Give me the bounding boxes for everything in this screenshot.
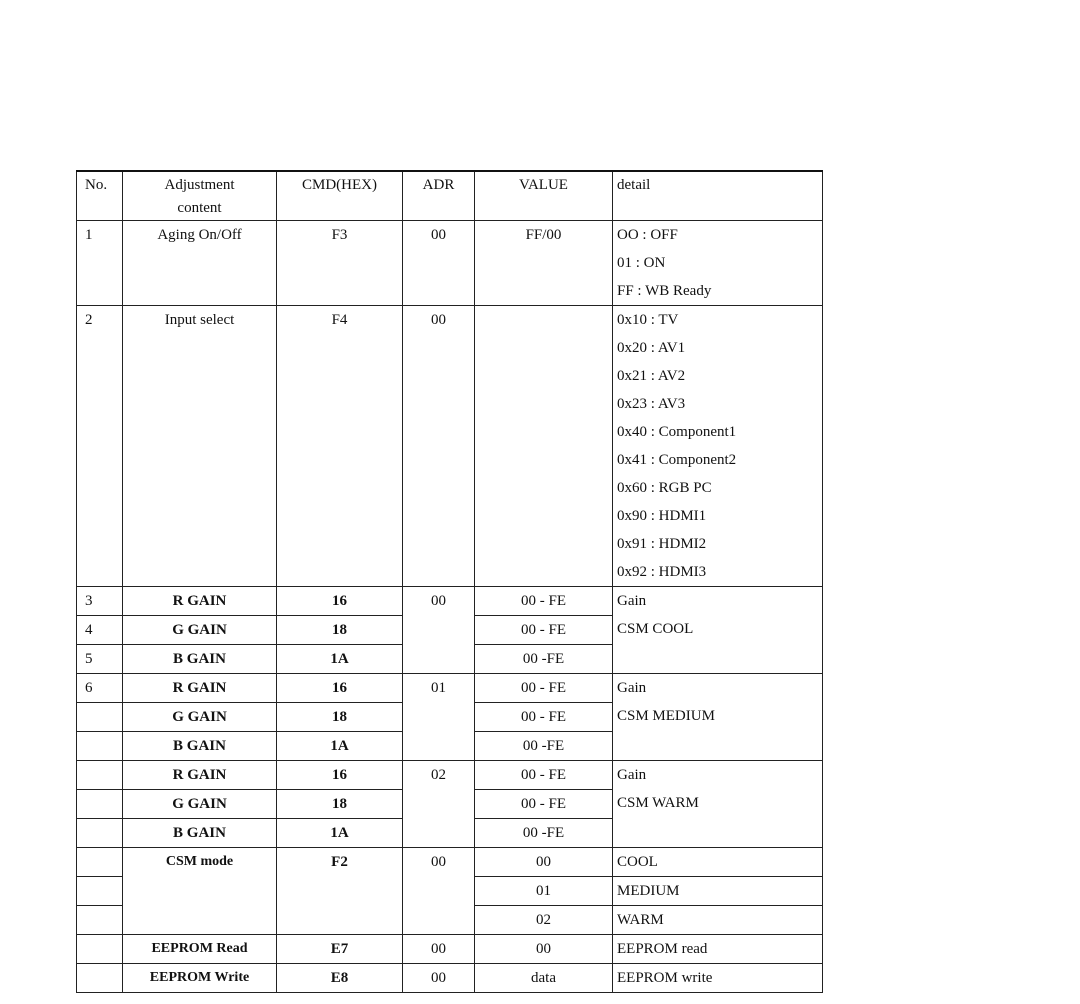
row-content: B GAIN [123,819,277,848]
detail-line: 0x92 : HDMI3 [617,564,707,580]
detail-line: CSM COOL [617,621,694,637]
row-no [77,761,123,790]
row-no [77,877,123,906]
row-no: 2 [77,306,123,587]
row-no [77,935,123,964]
row-no: 1 [77,221,123,306]
row-cmd: 18 [277,790,403,819]
detail-line: 0x91 : HDMI2 [617,536,707,552]
row-content: R GAIN [123,587,277,616]
row-no: 6 [77,674,123,703]
detail-line: CSM WARM [617,795,699,811]
detail-line: 0x21 : AV2 [617,368,686,384]
row-cmd: 18 [277,703,403,732]
row-detail [613,587,823,674]
header-detail: detail [613,171,823,221]
row-detail: MEDIUM [613,877,823,906]
row-cmd: 1A [277,732,403,761]
row-adr: 00 [403,935,475,964]
row-value [475,306,613,587]
row-content: EEPROM Read [123,935,277,964]
header-adr: ADR [403,171,475,221]
row-value: 00 - FE [475,761,613,790]
row-value: 00 - FE [475,587,613,616]
row-no [77,703,123,732]
row-no: 4 [77,616,123,645]
row-no [77,964,123,993]
row-adr: 00 [403,964,475,993]
row-content: R GAIN [123,761,277,790]
detail-line: Gain [617,680,647,696]
row-detail: WARM [613,906,823,935]
detail-line: OO : OFF [617,227,678,243]
row-cmd: 16 [277,674,403,703]
table-row [77,674,823,703]
row-detail [613,306,823,587]
detail-line: 0x41 : Component2 [617,452,737,468]
table-row [77,848,823,877]
row-no [77,848,123,877]
row-content: EEPROM Write [123,964,277,993]
detail-line: 0x10 : TV [617,312,679,328]
row-cmd: 1A [277,645,403,674]
row-value: 00 -FE [475,819,613,848]
row-detail: EEPROM write [613,964,823,993]
row-content: G GAIN [123,703,277,732]
detail-line: 0x20 : AV1 [617,340,686,356]
row-content: G GAIN [123,790,277,819]
table-row [77,964,823,993]
table-row [77,935,823,964]
row-detail [613,221,823,306]
row-cmd: E8 [277,964,403,993]
row-content: G GAIN [123,616,277,645]
row-cmd: 16 [277,761,403,790]
header-adjustment-line2: content [177,200,222,216]
row-value: 00 - FE [475,790,613,819]
row-detail: COOL [613,848,823,877]
header-adjustment-line1: Adjustment [164,177,235,193]
row-value: 00 - FE [475,674,613,703]
header-value: VALUE [475,171,613,221]
row-content: Input select [123,306,277,587]
row-adr: 02 [403,761,475,848]
detail-line: 0x60 : RGB PC [617,480,712,496]
detail-line: CSM MEDIUM [617,708,715,724]
row-detail [613,674,823,761]
row-value: 02 [475,906,613,935]
row-content: B GAIN [123,645,277,674]
table-row [77,221,823,306]
row-adr: 00 [403,848,475,935]
row-value: 01 [475,877,613,906]
header-cmd: CMD(HEX) [277,171,403,221]
row-detail [613,761,823,848]
row-value: 00 [475,935,613,964]
row-cmd: F3 [277,221,403,306]
row-content: R GAIN [123,674,277,703]
row-no [77,819,123,848]
detail-line: 0x23 : AV3 [617,396,686,412]
row-cmd: 18 [277,616,403,645]
row-no [77,790,123,819]
row-value: 00 - FE [475,616,613,645]
row-cmd: E7 [277,935,403,964]
row-cmd: F4 [277,306,403,587]
row-value: FF/00 [475,221,613,306]
detail-line: 0x90 : HDMI1 [617,508,707,524]
row-adr: 00 [403,221,475,306]
row-no: 5 [77,645,123,674]
row-content: B GAIN [123,732,277,761]
row-detail: EEPROM read [613,935,823,964]
header-no: No. [77,171,123,221]
table-row [77,587,823,616]
row-cmd: 16 [277,587,403,616]
detail-line: Gain [617,767,647,783]
header-adjustment-content [123,171,277,221]
table-row [77,306,823,587]
table-row [77,761,823,790]
row-cmd: 1A [277,819,403,848]
row-value: 00 [475,848,613,877]
row-value: 00 -FE [475,645,613,674]
detail-line: Gain [617,593,647,609]
adjustment-command-table [76,170,823,993]
detail-line: FF : WB Ready [617,283,712,299]
detail-line: 0x40 : Component1 [617,424,737,440]
table-header-row [77,171,823,221]
row-value: data [475,964,613,993]
row-value: 00 -FE [475,732,613,761]
row-adr: 01 [403,674,475,761]
row-adr: 00 [403,587,475,674]
detail-line: 01 : ON [617,255,666,271]
row-content: CSM mode [123,848,277,935]
row-content: Aging On/Off [123,221,277,306]
row-no [77,906,123,935]
row-adr: 00 [403,306,475,587]
row-no [77,732,123,761]
row-cmd: F2 [277,848,403,935]
row-value: 00 - FE [475,703,613,732]
row-no: 3 [77,587,123,616]
